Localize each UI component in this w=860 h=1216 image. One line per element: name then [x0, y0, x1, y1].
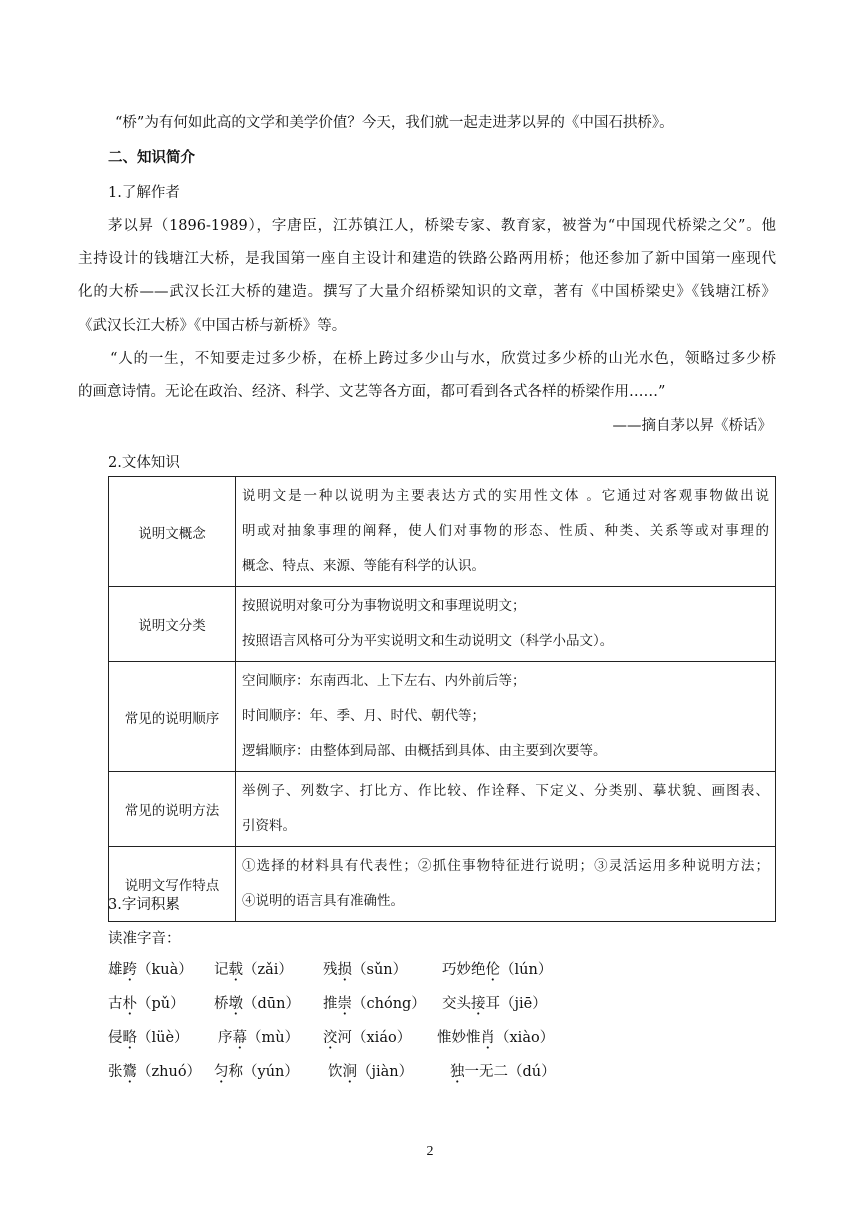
page-number: 2 — [426, 1144, 434, 1159]
pronunciation-word-part: 记 — [214, 962, 229, 978]
pinyin-annotation: （lüè） — [137, 1030, 189, 1046]
pronunciation-target-char: 崇 — [337, 996, 352, 1012]
pronunciation-target-char: 匀 — [214, 1064, 229, 1080]
section-heading: 二、知识简介 — [108, 150, 195, 166]
pronunciation-word-part: 耳 — [485, 996, 500, 1012]
intro-paragraph: “桥”为有何如此高的文学和美学价值？今天，我们就一起走进茅以昇的《中国石拱桥》。 — [115, 115, 674, 131]
subsection-heading-author: 1.了解作者 — [108, 185, 180, 201]
author-paragraph-line: 化的大桥——武汉长江大桥的建造。撰写了大量介绍桥梁知识的文章，著有《中国桥梁史》《钱塘江桥》 — [78, 284, 776, 300]
table-value-line: 时间顺序：年、季、月、时代、朝代等； — [242, 708, 485, 724]
pronunciation-target-char: 接 — [471, 996, 486, 1012]
table-key-cell: 常见的说明顺序 — [109, 662, 236, 772]
pronunciation-word-part: 饮 — [328, 1064, 343, 1080]
pronunciation-item — [323, 992, 426, 1013]
pronunciation-word-part: 古 — [108, 996, 123, 1012]
pronunciation-target-char: 鷟 — [122, 1064, 137, 1080]
table-value-line: 按照语言风格可分为平实说明文和生动说明文（科学小品文）。 — [242, 633, 614, 649]
table-value-line: 引资料。 — [242, 818, 296, 834]
pronunciation-target-char: 损 — [337, 962, 352, 978]
subsection-heading-genre: 2.文体知识 — [108, 455, 180, 471]
pronunciation-label: 读准字音： — [108, 931, 181, 947]
pronunciation-item — [442, 992, 547, 1013]
pronunciation-target-char: 略 — [122, 1030, 137, 1046]
table-row — [109, 587, 776, 662]
pronunciation-item — [437, 1026, 554, 1047]
pronunciation-word-part: 侵 — [108, 1030, 123, 1046]
pronunciation-item — [214, 992, 300, 1013]
table-value-line: 逻辑顺序：由整体到局部、由概括到具体、由主要到次要等。 — [242, 743, 607, 759]
table-value-cell — [236, 662, 776, 772]
pronunciation-target-char: 独 — [450, 1064, 465, 1080]
pronunciation-item — [323, 1026, 411, 1047]
pronunciation-target-char: 伦 — [485, 962, 500, 978]
pronunciation-word-part: 张 — [108, 1064, 123, 1080]
author-paragraph-line: 主持设计的钱塘江大桥，是我国第一座自主设计和建造的铁路公路两用桥；他还参加了新中国第一座现代 — [78, 251, 776, 267]
table-value-line: 明或对抽象事理的阐释，使人们对事物的形态、性质、种类、关系等或对事理的 — [242, 523, 769, 539]
pinyin-annotation: （zǎi） — [243, 962, 293, 978]
pinyin-annotation: （mù） — [247, 1030, 300, 1046]
pronunciation-item — [108, 992, 185, 1013]
pinyin-annotation: （dūn） — [243, 996, 300, 1012]
pronunciation-target-char: 跨 — [122, 962, 137, 978]
pronunciation-word-part: 惟妙惟 — [437, 1030, 481, 1046]
quote-line: 的画意诗情。无论在政治、经济、科学、文艺等各方面，都可看到各式各样的桥梁作用……” — [78, 384, 666, 400]
pinyin-annotation: （pǔ） — [137, 996, 185, 1012]
pronunciation-item — [108, 958, 193, 979]
pronunciation-target-char: 载 — [228, 962, 243, 978]
pronunciation-target-char: 涧 — [342, 1064, 357, 1080]
pronunciation-item — [450, 1060, 556, 1081]
pinyin-annotation: （jiàn） — [357, 1064, 414, 1080]
pronunciation-word-part: 雄 — [108, 962, 123, 978]
table-value-line: 说明文是一种以说明为主要表达方式的实用性文体 。它通过对客观事物做出说 — [242, 488, 769, 504]
pinyin-annotation: （yún） — [243, 1064, 299, 1080]
genre-knowledge-table — [108, 476, 776, 922]
table-row — [109, 662, 776, 772]
pronunciation-item — [323, 958, 407, 979]
pronunciation-item — [214, 958, 293, 979]
pronunciation-item — [214, 1060, 299, 1081]
table-value-line: 按照说明对象可分为事物说明文和事理说明文； — [242, 598, 526, 614]
pronunciation-item — [108, 1026, 189, 1047]
pinyin-annotation: （zhuó） — [137, 1064, 202, 1080]
pinyin-annotation: （dú） — [508, 1064, 556, 1080]
pronunciation-item — [442, 958, 552, 979]
pronunciation-target-char: 幕 — [232, 1030, 247, 1046]
pinyin-annotation: （jiē） — [500, 996, 547, 1012]
pronunciation-item — [108, 1060, 201, 1081]
quote-line: “人的一生，不知要走过多少桥，在桥上跨过多少山与水，欣赏过多少桥的山光水色，领略过多少桥 — [110, 351, 776, 367]
table-value-line: ④说明的语言具有准确性。 — [242, 893, 404, 909]
pronunciation-word-part: 残 — [323, 962, 338, 978]
pinyin-annotation: （kuà） — [137, 962, 193, 978]
subsection-heading-vocabulary: 3.字词积累 — [108, 897, 180, 913]
pronunciation-target-char: 墩 — [228, 996, 243, 1012]
pinyin-annotation: （xiáo） — [352, 1030, 412, 1046]
table-value-line: ①选择的材料具有代表性；②抓住事物特征进行说明；③灵活运用多种说明方法； — [242, 858, 769, 874]
pinyin-annotation: （chóng） — [352, 996, 426, 1012]
pronunciation-word-part: 序 — [218, 1030, 233, 1046]
pronunciation-word-part: 巧妙绝 — [442, 962, 486, 978]
author-paragraph-line: 茅以昇（1896-1989），字唐臣，江苏镇江人，桥梁专家、教育家，被誉为“中国现代桥梁之父”。他 — [108, 218, 776, 234]
pronunciation-target-char: 朴 — [122, 996, 137, 1012]
author-paragraph-line: 《武汉长江大桥》《中国古桥与新桥》等。 — [78, 318, 347, 334]
table-value-cell — [236, 587, 776, 662]
table-value-line: 举例子、列数字、打比方、作比较、作诠释、下定义、分类别、摹状貌、画图表、 — [242, 783, 769, 799]
table-row — [109, 772, 776, 847]
table-value-cell — [236, 772, 776, 847]
table-key-cell: 说明文分类 — [109, 587, 236, 662]
pronunciation-item — [328, 1060, 413, 1081]
pinyin-annotation: （sǔn） — [352, 962, 408, 978]
table-row — [109, 477, 776, 587]
pronunciation-word-part: 推 — [323, 996, 338, 1012]
pronunciation-target-char: 洨 — [323, 1030, 338, 1046]
pinyin-annotation: （lún） — [500, 962, 553, 978]
quote-source: ——摘自茅以昇《桥话》 — [612, 418, 772, 434]
table-key-cell: 说明文写作特点 — [109, 847, 236, 922]
table-value-line: 空间顺序：东南西北、上下左右、内外前后等； — [242, 673, 526, 689]
table-key-cell: 常见的说明方法 — [109, 772, 236, 847]
table-value-cell — [236, 477, 776, 587]
pinyin-annotation: （xiào） — [495, 1030, 555, 1046]
pronunciation-word-part: 河 — [337, 1030, 352, 1046]
pronunciation-item — [218, 1026, 299, 1047]
table-row — [109, 847, 776, 922]
pronunciation-target-char: 肖 — [480, 1030, 495, 1046]
pronunciation-word-part: 一无二 — [464, 1064, 508, 1080]
pronunciation-word-part: 称 — [228, 1064, 243, 1080]
pronunciation-word-part: 交头 — [442, 996, 471, 1012]
table-value-cell — [236, 847, 776, 922]
table-key-cell: 说明文概念 — [109, 477, 236, 587]
pronunciation-word-part: 桥 — [214, 996, 229, 1012]
table-value-line: 概念、特点、来源、等能有科学的认识。 — [242, 558, 485, 574]
